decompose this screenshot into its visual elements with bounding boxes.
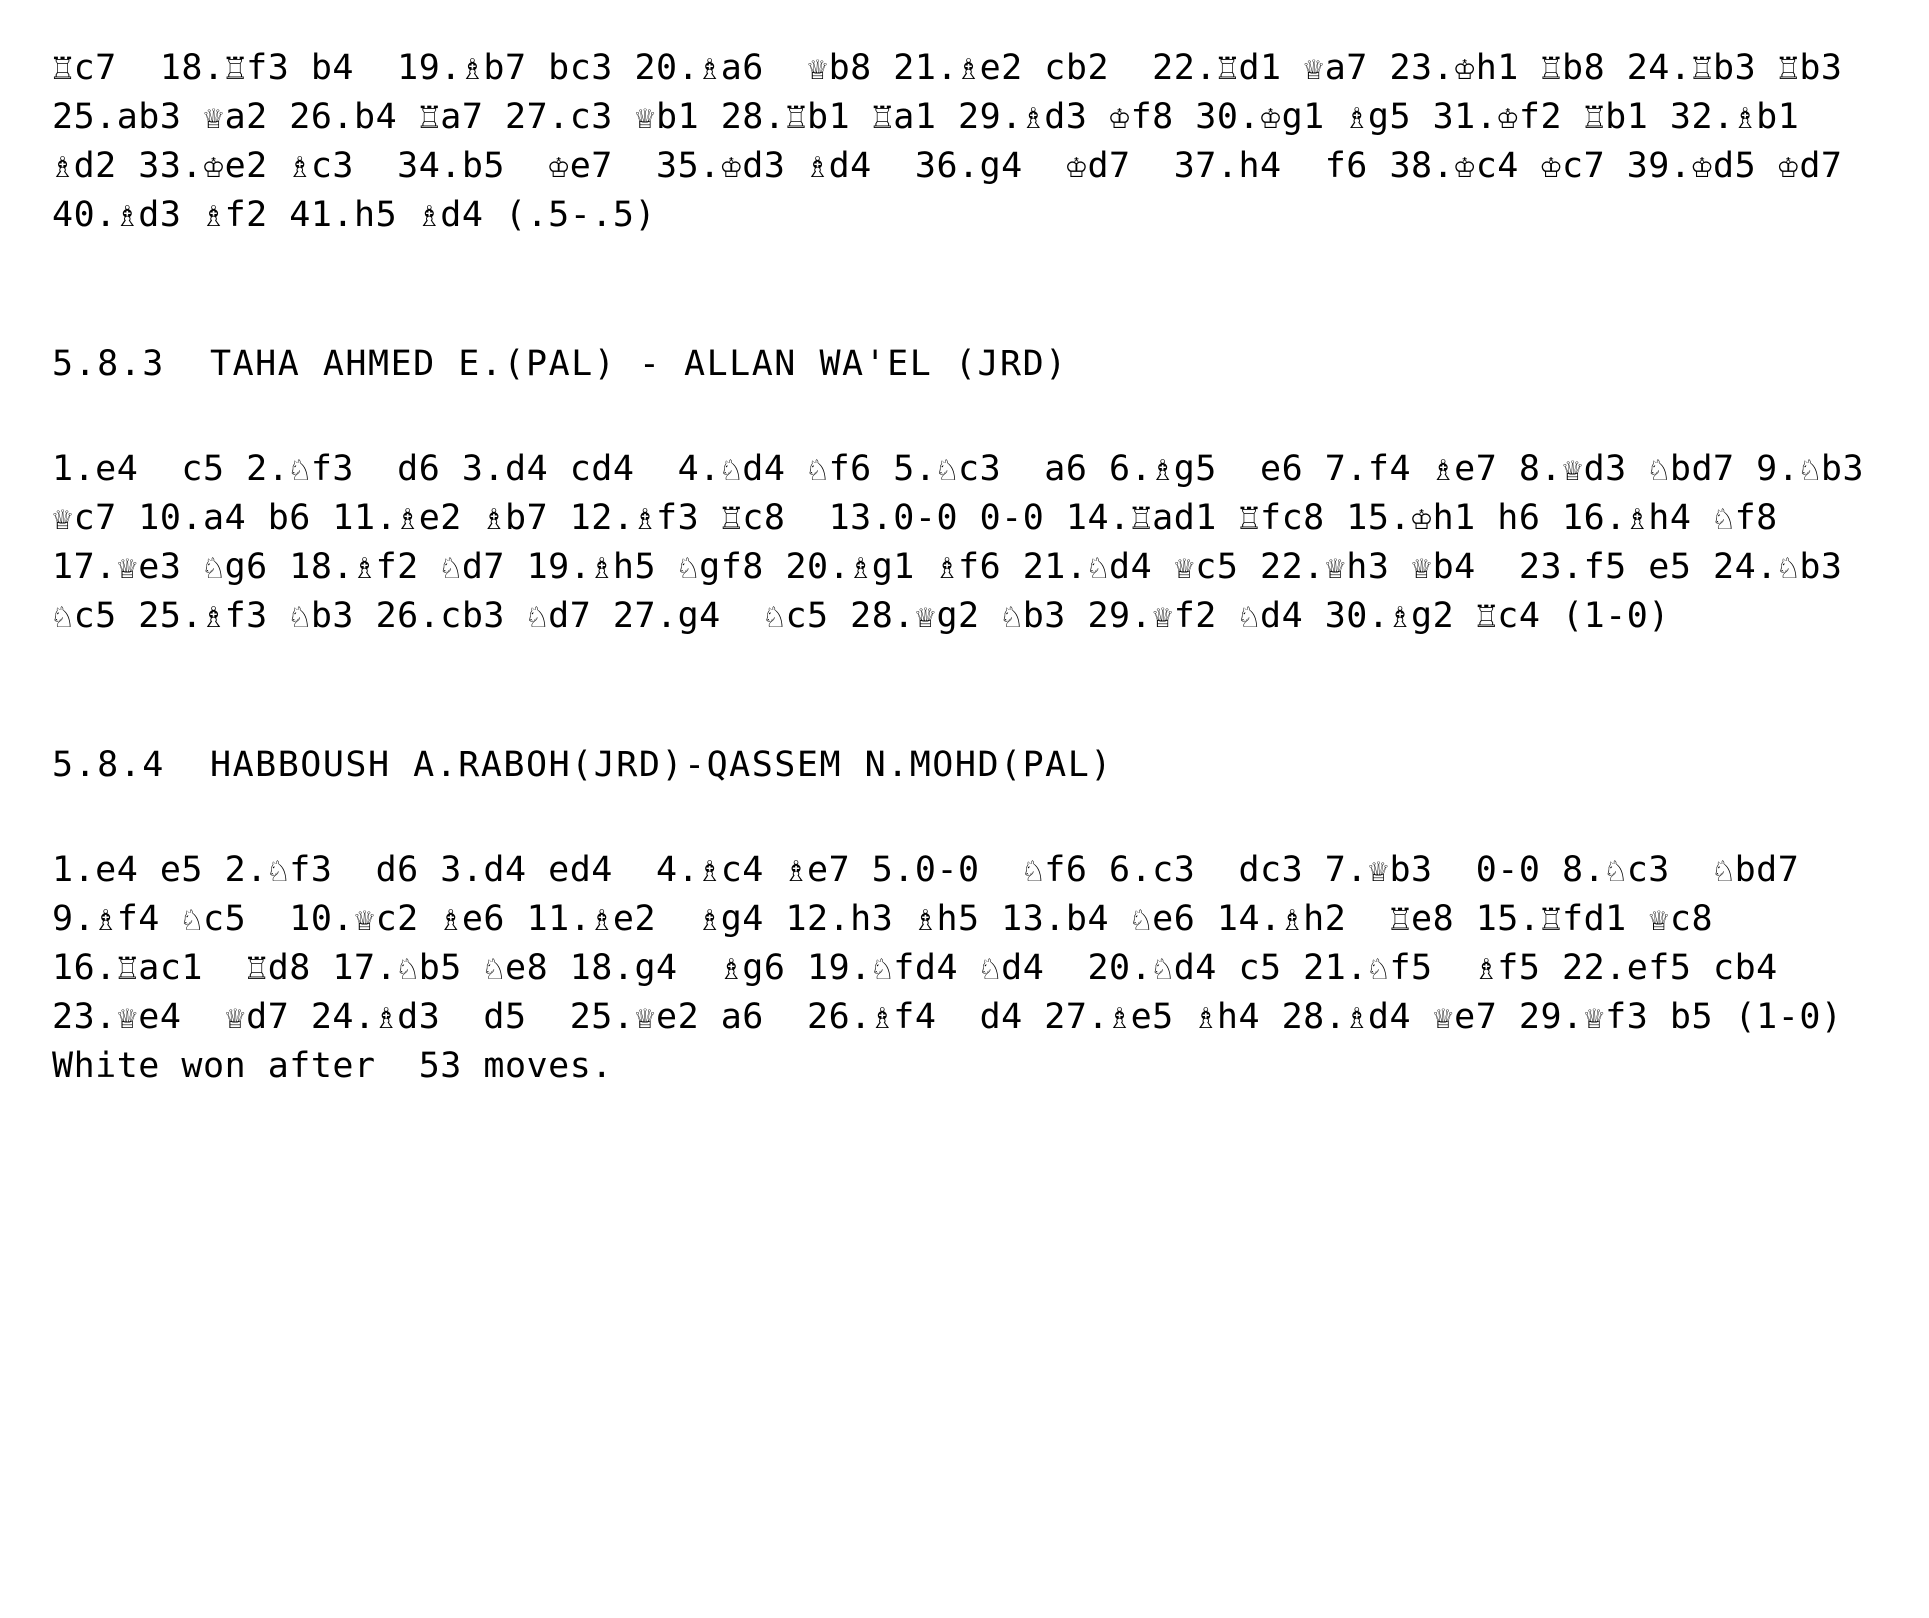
spacer <box>52 240 1877 340</box>
game-header-5-8-3: 5.8.3 TAHA AHMED E.(PAL) - ALLAN WA'EL (JRD) <box>52 344 1068 384</box>
movetext-game-5-8-3: 1.e4 c5 2.♘f3 d6 3.d4 cd4 4.♘d4 ♘f6 5.♘c3 a6 6.♗g5 e6 7.f4 ♗e7 8.♕d3 ♘bd7 9.♘b3 ♕c7 10.a4 b6 11.♗e2 ♗b7 12.♗f3 ♖c8 13.0-0 0-0 14.♖ad1 ♖fc8 15.♔h1 h6 16.♗h4 ♘f8 17.♕e3 ♘g6 18.♗f2 ♘d7 19.♗h5 ♘gf8 20.♗g1 ♗f6 21.♘d4 ♕c5 22.♕h3 ♕b4 23.f5 e5 24.♘b3 ♘c5 25.♗f3 ♘b3 26.cb3 ♘d7 27.g4 ♘c5 28.♕g2 ♘b3 29.♕f2 ♘d4 30.♗g2 ♖c4 (1-0) <box>52 449 1886 636</box>
section-game-5-8-3 <box>52 340 1886 641</box>
spacer <box>52 389 1877 445</box>
section-game-5-8-4 <box>52 741 1877 1091</box>
section-continuation <box>52 44 1877 240</box>
spacer <box>52 790 1877 846</box>
game-header-5-8-4: 5.8.4 HABBOUSH A.RABOH(JRD)-QASSEM N.MOHD(PAL) <box>52 745 1113 785</box>
movetext-continuation: ♖c7 18.♖f3 b4 19.♗b7 bc3 20.♗a6 ♕b8 21.♗e2 cb2 22.♖d1 ♕a7 23.♔h1 ♖b8 24.♖b3 ♖b3 25.ab3 ♕a2 26.b4 ♖a7 27.c3 ♕b1 28.♖b1 ♖a1 29.♗d3 ♔f8 30.♔g1 ♗g5 31.♔f2 ♖b1 32.♗b1 ♗d2 33.♔e2 ♗c3 34.b5 ♔e7 35.♔d3 ♗d4 36.g4 ♔d7 37.h4 f6 38.♔c4 ♔c7 39.♔d5 ♔d7 40.♗d3 ♗f2 41.h5 ♗d4 (.5-.5) <box>52 48 1865 235</box>
movetext-game-5-8-4: 1.e4 e5 2.♘f3 d6 3.d4 ed4 4.♗c4 ♗e7 5.0-0 ♘f6 6.c3 dc3 7.♕b3 0-0 8.♘c3 ♘bd7 9.♗f4 ♘c5 10.♕c2 ♗e6 11.♗e2 ♗g4 12.h3 ♗h5 13.b4 ♘e6 14.♗h2 ♖e8 15.♖fd1 ♕c8 16.♖ac1 ♖d8 17.♘b5 ♘e8 18.g4 ♗g6 19.♘fd4 ♘d4 20.♘d4 c5 21.♘f5 ♗f5 22.ef5 cb4 23.♕e4 ♕d7 24.♗d3 d5 25.♕e2 a6 26.♗f4 d4 27.♗e5 ♗h4 28.♗d4 ♕e7 29.♕f3 b5 (1-0) White won after 53 moves. <box>52 850 1865 1086</box>
spacer <box>52 641 1877 741</box>
